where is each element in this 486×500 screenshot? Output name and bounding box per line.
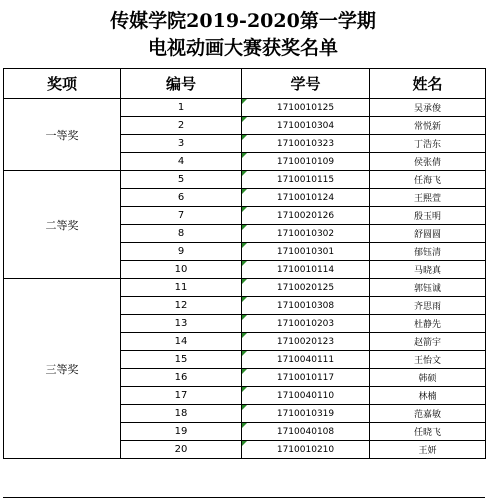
number-cell[interactable]: 18 bbox=[121, 405, 242, 423]
name-cell[interactable]: 杜静先 bbox=[370, 315, 486, 333]
number-cell[interactable]: 2 bbox=[121, 117, 242, 135]
award-cell[interactable]: 三等奖 bbox=[4, 279, 121, 459]
number-cell[interactable]: 20 bbox=[121, 441, 242, 459]
name-cell[interactable]: 韩硕 bbox=[370, 369, 486, 387]
name-cell[interactable]: 舒圆圆 bbox=[370, 225, 486, 243]
name-cell[interactable]: 王熙萱 bbox=[370, 189, 486, 207]
student-id-cell[interactable]: 1710010301 bbox=[242, 243, 370, 261]
bottom-border bbox=[3, 497, 485, 498]
student-id-cell[interactable]: 1710010323 bbox=[242, 135, 370, 153]
name-cell[interactable]: 齐思雨 bbox=[370, 297, 486, 315]
number-cell[interactable]: 19 bbox=[121, 423, 242, 441]
name-cell[interactable]: 吴承俊 bbox=[370, 99, 486, 117]
header-no[interactable]: 编号 bbox=[121, 69, 242, 99]
student-id-cell[interactable]: 1710040110 bbox=[242, 387, 370, 405]
number-cell[interactable]: 5 bbox=[121, 171, 242, 189]
header-award[interactable]: 奖项 bbox=[4, 69, 121, 99]
number-cell[interactable]: 12 bbox=[121, 297, 242, 315]
student-id-cell[interactable]: 1710010319 bbox=[242, 405, 370, 423]
student-id-cell[interactable]: 1710010125 bbox=[242, 99, 370, 117]
name-cell[interactable]: 任海飞 bbox=[370, 171, 486, 189]
name-cell[interactable]: 林楠 bbox=[370, 387, 486, 405]
number-cell[interactable]: 6 bbox=[121, 189, 242, 207]
number-cell[interactable]: 16 bbox=[121, 369, 242, 387]
student-id-cell[interactable]: 1710010210 bbox=[242, 441, 370, 459]
name-cell[interactable]: 马晓真 bbox=[370, 261, 486, 279]
name-cell[interactable]: 赵箭宇 bbox=[370, 333, 486, 351]
award-cell[interactable]: 二等奖 bbox=[4, 171, 121, 279]
name-cell[interactable]: 任晓飞 bbox=[370, 423, 486, 441]
name-cell[interactable]: 范嘉敏 bbox=[370, 405, 486, 423]
name-cell[interactable]: 郁钰清 bbox=[370, 243, 486, 261]
number-cell[interactable]: 14 bbox=[121, 333, 242, 351]
number-cell[interactable]: 3 bbox=[121, 135, 242, 153]
number-cell[interactable]: 13 bbox=[121, 315, 242, 333]
student-id-cell[interactable]: 1710010203 bbox=[242, 315, 370, 333]
student-id-cell[interactable]: 1710020123 bbox=[242, 333, 370, 351]
name-cell[interactable]: 王怡文 bbox=[370, 351, 486, 369]
student-id-cell[interactable]: 1710040111 bbox=[242, 351, 370, 369]
name-cell[interactable]: 殷玉明 bbox=[370, 207, 486, 225]
student-id-cell[interactable]: 1710010302 bbox=[242, 225, 370, 243]
number-cell[interactable]: 10 bbox=[121, 261, 242, 279]
student-id-cell[interactable]: 1710010304 bbox=[242, 117, 370, 135]
number-cell[interactable]: 7 bbox=[121, 207, 242, 225]
student-id-cell[interactable]: 1710010115 bbox=[242, 171, 370, 189]
name-cell[interactable]: 丁浩东 bbox=[370, 135, 486, 153]
award-table bbox=[3, 68, 486, 459]
student-id-cell[interactable]: 1710020125 bbox=[242, 279, 370, 297]
table-row bbox=[4, 279, 486, 297]
name-cell[interactable]: 郭钰诚 bbox=[370, 279, 486, 297]
number-cell[interactable]: 9 bbox=[121, 243, 242, 261]
student-id-cell[interactable]: 1710010109 bbox=[242, 153, 370, 171]
award-cell[interactable]: 一等奖 bbox=[4, 99, 121, 171]
student-id-cell[interactable]: 1710040108 bbox=[242, 423, 370, 441]
header-name[interactable]: 姓名 bbox=[370, 69, 486, 99]
table-body bbox=[4, 99, 486, 459]
name-cell[interactable]: 常悦新 bbox=[370, 117, 486, 135]
student-id-cell[interactable]: 1710020126 bbox=[242, 207, 370, 225]
table-row bbox=[4, 99, 486, 117]
student-id-cell[interactable]: 1710010308 bbox=[242, 297, 370, 315]
number-cell[interactable]: 11 bbox=[121, 279, 242, 297]
name-cell[interactable]: 王妍 bbox=[370, 441, 486, 459]
document-title: 传媒学院2019-2020第一学期 bbox=[110, 10, 376, 32]
student-id-cell[interactable]: 1710010117 bbox=[242, 369, 370, 387]
number-cell[interactable]: 8 bbox=[121, 225, 242, 243]
student-id-cell[interactable]: 1710010124 bbox=[242, 189, 370, 207]
table-row bbox=[4, 171, 486, 189]
document-subtitle: 电视动画大赛获奖名单 bbox=[147, 37, 338, 59]
header-student-id[interactable]: 学号 bbox=[242, 69, 370, 99]
student-id-cell[interactable]: 1710010114 bbox=[242, 261, 370, 279]
number-cell[interactable]: 1 bbox=[121, 99, 242, 117]
number-cell[interactable]: 15 bbox=[121, 351, 242, 369]
name-cell[interactable]: 侯张倩 bbox=[370, 153, 486, 171]
header-row bbox=[4, 69, 486, 99]
number-cell[interactable]: 17 bbox=[121, 387, 242, 405]
number-cell[interactable]: 4 bbox=[121, 153, 242, 171]
